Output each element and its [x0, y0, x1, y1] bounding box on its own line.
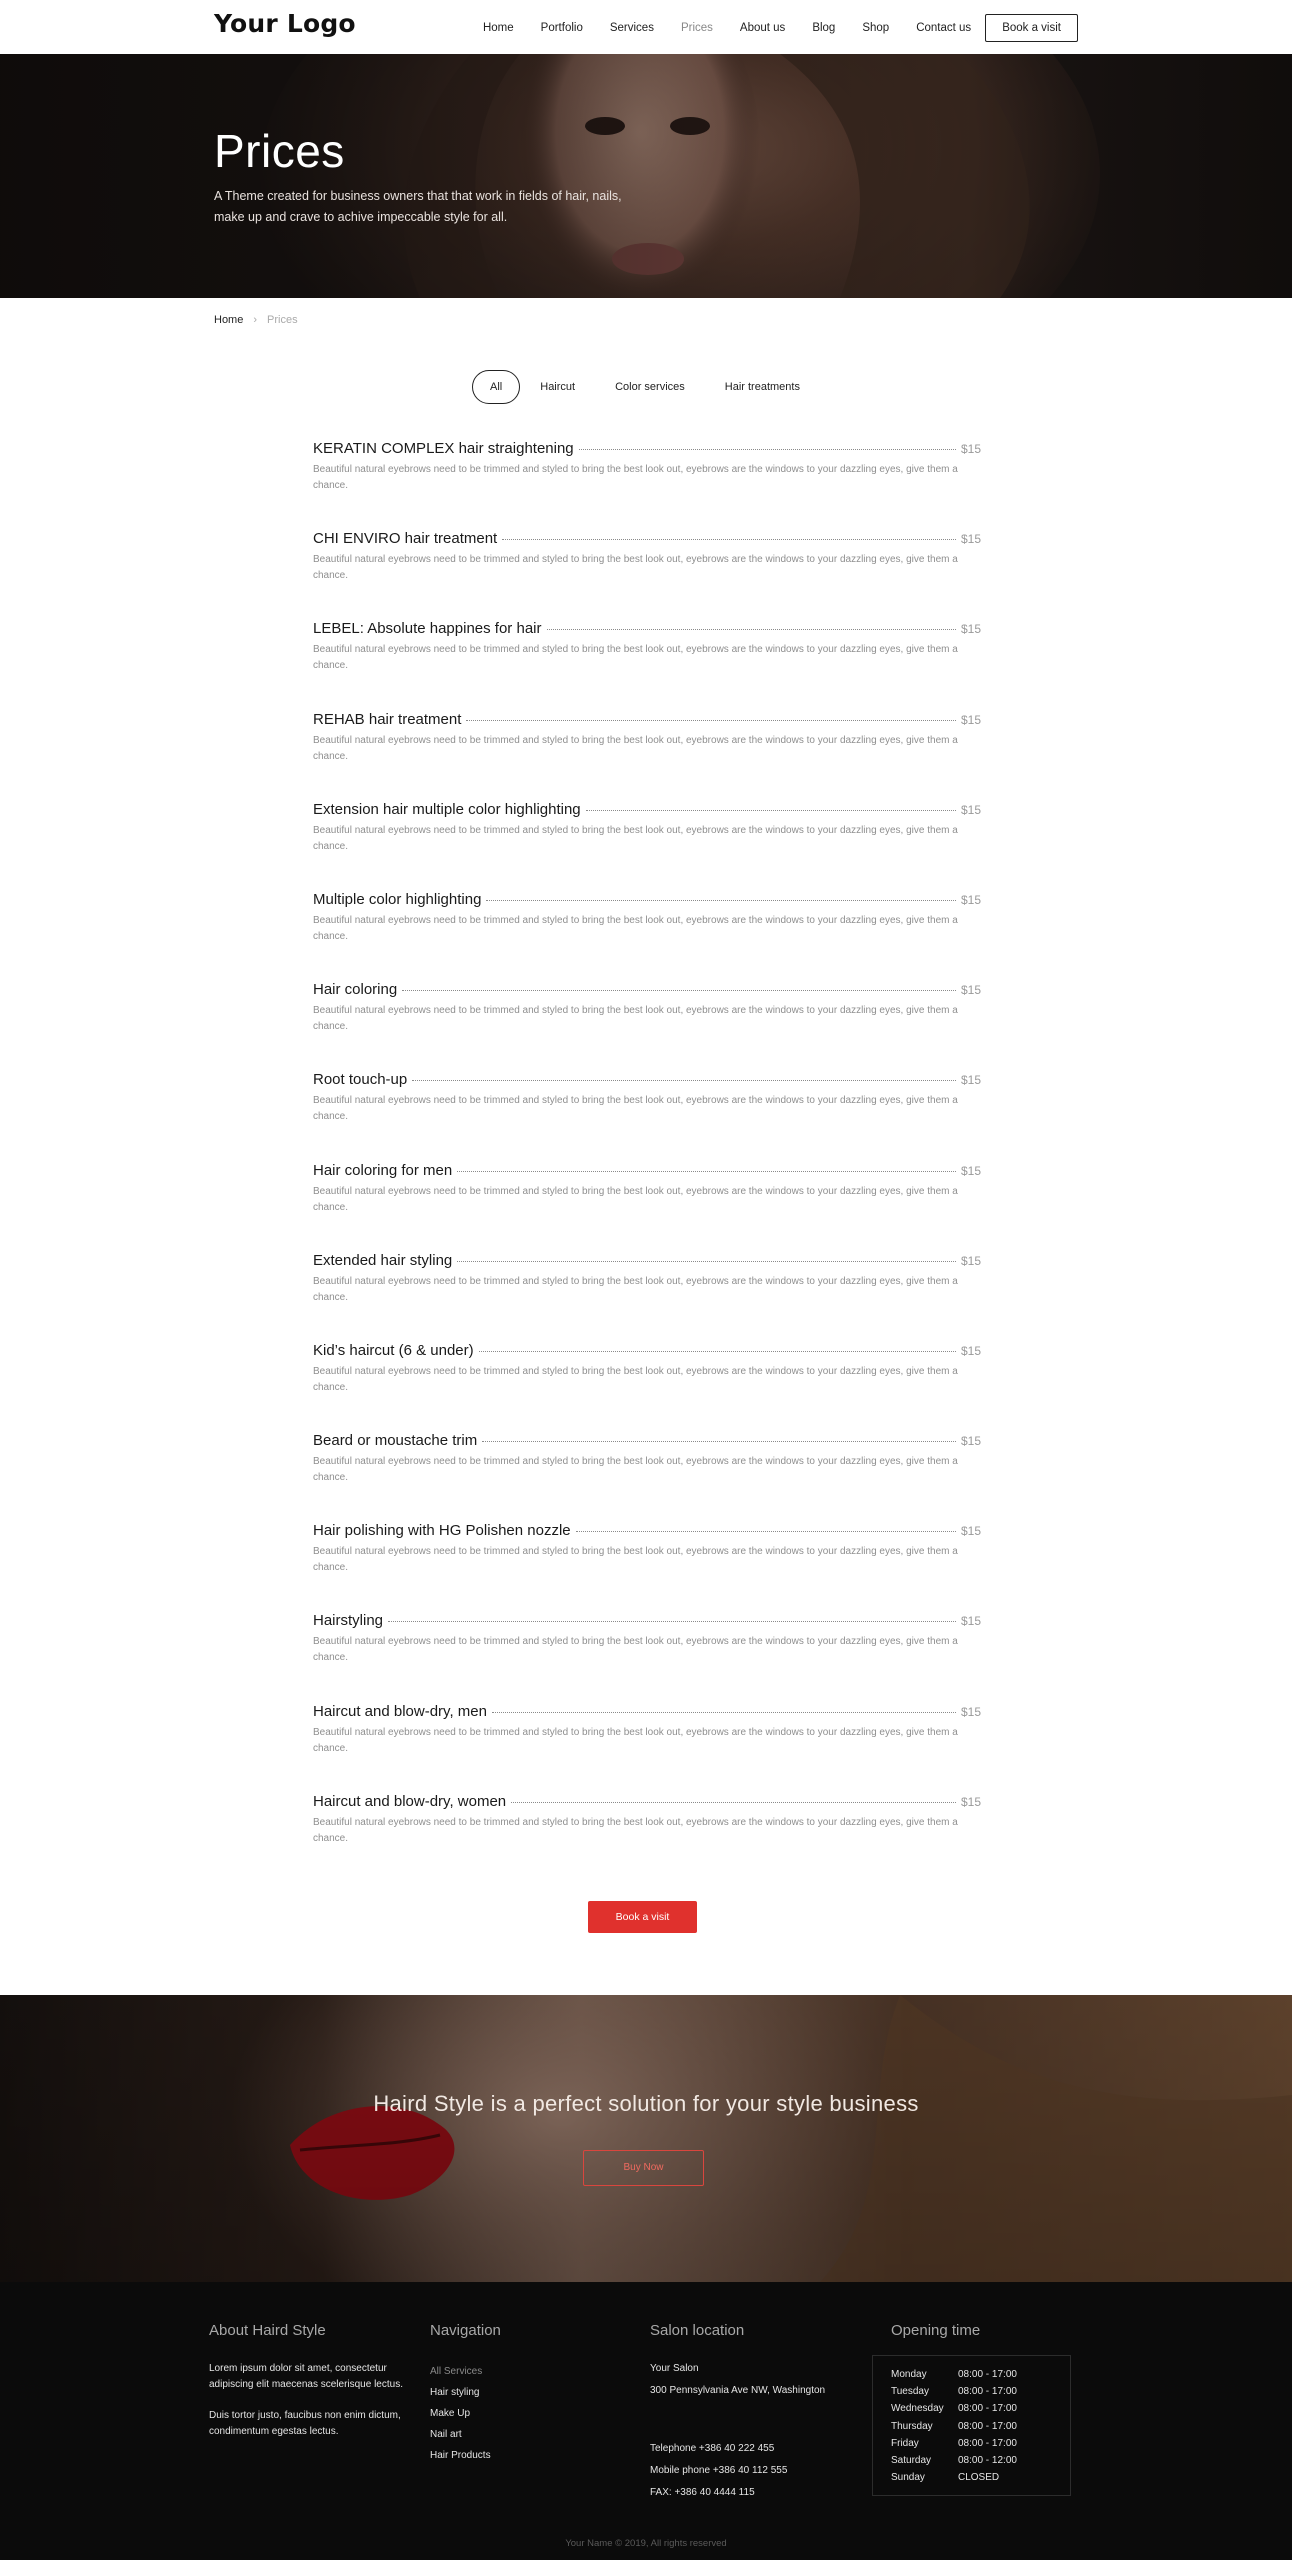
hours-day: Saturday: [891, 2455, 932, 2467]
footer-link-hair-styling[interactable]: Hair styling: [430, 2387, 480, 2398]
footer-link-hair-products[interactable]: Hair Products: [430, 2450, 491, 2461]
price-item: [313, 530, 981, 620]
price-item: [313, 1793, 981, 1883]
footer-about-title: About Haird Style: [209, 2322, 326, 2339]
price-item: [313, 620, 981, 710]
hours-time: 08:00 - 17:00: [958, 2437, 1017, 2449]
book-visit-header-button[interactable]: Book a visit: [985, 14, 1078, 42]
price-item-header: [313, 1703, 981, 1720]
price-item-name: Multiple color highlighting: [313, 890, 482, 908]
hours-time: 08:00 - 17:00: [958, 2420, 1017, 2432]
price-item-header: [313, 620, 981, 637]
salon-telephone: Telephone +386 40 222 455: [650, 2443, 775, 2454]
price-item-price: $15: [960, 442, 981, 456]
price-item-description: Beautiful natural eyebrows need to be trimmed and styled to bring the best look out, eyebrows are the windows to your dazzling eyes, give them a chance.: [313, 1005, 958, 1033]
copyright: Your Name © 2019, All rights reserved: [565, 2538, 727, 2549]
price-item-price: $15: [960, 983, 981, 998]
footer-hours-title: Opening time: [891, 2322, 981, 2339]
dotted-leader: [412, 1080, 956, 1081]
price-item-header: [313, 1071, 981, 1088]
price-item: [313, 891, 981, 981]
hours-day: Tuesday: [891, 2386, 929, 2398]
buy-now-button[interactable]: Buy Now: [583, 2150, 704, 2186]
price-filter-tabs: [0, 370, 1292, 404]
price-item: [313, 1612, 981, 1702]
salon-name: Your Salon: [650, 2363, 699, 2374]
site-logo[interactable]: Your Logo: [214, 9, 356, 38]
price-item-price: $15: [960, 1073, 981, 1088]
hours-day: Wednesday: [891, 2403, 944, 2415]
breadcrumb: [214, 314, 298, 326]
price-item-price: $15: [960, 622, 981, 637]
tab-hair-treatments[interactable]: Hair treatments: [724, 381, 800, 393]
price-item: [313, 711, 981, 801]
hours-day: Monday: [891, 2369, 927, 2380]
dotted-leader: [486, 900, 956, 901]
dotted-leader: [586, 810, 956, 811]
price-item-description: Beautiful natural eyebrows need to be trimmed and styled to bring the best look out, eyebrows are the windows to your dazzling eyes, give them a chance.: [313, 1095, 958, 1123]
price-item-description: Beautiful natural eyebrows need to be trimmed and styled to bring the best look out, eyebrows are the windows to your dazzling eyes, give them a chance.: [313, 824, 958, 852]
breadcrumb-current: Prices: [267, 314, 298, 326]
price-item-name: Extension hair multiple color highlighting: [313, 800, 581, 818]
dotted-leader: [402, 990, 956, 991]
hero-banner: [0, 54, 1292, 298]
price-item-description: Beautiful natural eyebrows need to be trimmed and styled to bring the best look out, eyebrows are the windows to your dazzling eyes, give them a chance.: [313, 1456, 958, 1484]
hours-time: 08:00 - 17:00: [958, 2369, 1017, 2380]
price-item-name: LEBEL: Absolute happines for hair: [313, 620, 542, 638]
footer-about-text-1: Lorem ipsum dolor sit amet, consectetur adipiscing elit maecenas scelerisque lectus.: [209, 2363, 403, 2390]
hours-day: Thursday: [891, 2420, 933, 2432]
price-item-description: Beautiful natural eyebrows need to be trimmed and styled to bring the best look out, eyebrows are the windows to your dazzling eyes, give them a chance.: [313, 914, 958, 942]
price-item-name: CHI ENVIRO hair treatment: [313, 530, 498, 548]
hours-row: [891, 2435, 1070, 2452]
price-item: [313, 1162, 981, 1252]
price-item-description: Beautiful natural eyebrows need to be trimmed and styled to bring the best look out, eyebrows are the windows to your dazzling eyes, give them a chance.: [313, 644, 958, 672]
hours-time: 08:00 - 12:00: [958, 2455, 1017, 2467]
dotted-leader: [457, 1261, 956, 1262]
price-item: [313, 981, 981, 1071]
price-item-header: [313, 440, 981, 457]
dotted-leader: [457, 1171, 956, 1172]
tab-haircut[interactable]: Haircut: [540, 381, 576, 393]
price-item-name: Hairstyling: [313, 1612, 384, 1630]
price-item: [313, 440, 981, 530]
footer-location: [650, 2322, 860, 2501]
footer-location-title: Salon location: [650, 2322, 745, 2339]
price-item: [313, 1522, 981, 1612]
hours-row: [891, 2469, 1070, 2486]
price-item-description: Beautiful natural eyebrows need to be trimmed and styled to bring the best look out, eyebrows are the windows to your dazzling eyes, give them a chance.: [313, 734, 958, 762]
price-item-price: $15: [960, 892, 981, 907]
price-item-price: $15: [960, 1163, 981, 1178]
dotted-leader: [502, 539, 956, 540]
hours-day: Sunday: [891, 2472, 925, 2484]
price-item-name: Beard or moustache trim: [313, 1432, 478, 1450]
price-item-name: KERATIN COMPLEX hair straightening: [313, 440, 574, 457]
hours-row: [891, 2400, 1070, 2417]
tab-all[interactable]: All: [472, 370, 520, 404]
hero-subtitle: A Theme created for business owners that that work in fields of hair, nails, make up and crave to achive impeccable style for all.: [214, 189, 622, 224]
price-item-price: $15: [960, 712, 981, 727]
price-item-name: Hair coloring for men: [313, 1161, 453, 1179]
dotted-leader: [579, 449, 956, 450]
footer-navigation-title: Navigation: [430, 2322, 501, 2339]
price-item: [313, 1071, 981, 1161]
price-item-price: $15: [960, 1794, 981, 1809]
price-item: [313, 1342, 981, 1432]
nav-portfolio[interactable]: Portfolio: [540, 22, 583, 34]
price-item-header: [313, 801, 981, 818]
main-nav: [456, 14, 1078, 42]
hours-time: 08:00 - 17:00: [958, 2403, 1017, 2415]
hours-row: [891, 2452, 1070, 2469]
dotted-leader: [482, 1441, 956, 1442]
promo-heading: Haird Style is a perfect solution for your style business: [373, 2091, 919, 2116]
dotted-leader: [479, 1351, 956, 1352]
price-item-name: Root touch-up: [313, 1071, 408, 1089]
price-item-price: $15: [960, 1343, 981, 1358]
price-item-header: [313, 1793, 981, 1810]
salon-address: 300 Pennsylvania Ave NW, Washington: [650, 2385, 826, 2396]
salon-mobile: Mobile phone +386 40 112 555: [650, 2465, 788, 2476]
price-item: [313, 801, 981, 891]
price-item-price: $15: [960, 532, 981, 547]
price-item-header: [313, 981, 981, 998]
nav-shop[interactable]: Shop: [862, 22, 890, 34]
dotted-leader: [547, 629, 956, 630]
price-item-name: Hair polishing with HG Polishen nozzle: [313, 1522, 571, 1540]
nav-services[interactable]: Services: [609, 22, 654, 34]
price-item-header: [313, 891, 981, 908]
price-item-description: Beautiful natural eyebrows need to be trimmed and styled to bring the best look out, eyebrows are the windows to your dazzling eyes, give them a chance.: [313, 1185, 958, 1213]
footer-link-make-up[interactable]: Make Up: [430, 2408, 471, 2419]
price-item: [313, 1432, 981, 1522]
nav-blog[interactable]: Blog: [812, 22, 836, 34]
price-item-header: [313, 530, 981, 547]
footer-navigation: [430, 2322, 610, 2466]
price-item: [313, 1703, 981, 1793]
site-footer: [0, 2282, 1292, 2560]
price-item-description: Beautiful natural eyebrows need to be trimmed and styled to bring the best look out, eyebrows are the windows to your dazzling eyes, give them a chance.: [313, 464, 958, 491]
nav-contact-us[interactable]: Contact us: [916, 22, 972, 34]
price-item-description: Beautiful natural eyebrows need to be trimmed and styled to bring the best look out, eyebrows are the windows to your dazzling eyes, give them a chance.: [313, 1275, 958, 1303]
price-item-price: $15: [960, 1614, 981, 1629]
nav-about-us[interactable]: About us: [739, 22, 786, 34]
price-item-price: $15: [960, 1434, 981, 1449]
price-item-description: Beautiful natural eyebrows need to be trimmed and styled to bring the best look out, eyebrows are the windows to your dazzling eyes, give them a chance.: [313, 554, 958, 582]
price-item-price: $15: [960, 802, 981, 817]
hours-row: [891, 2383, 1070, 2400]
footer-about-text-2: Duis tortor justo, faucibus non enim dictum, condimentum egestas lectus.: [209, 2410, 401, 2437]
breadcrumb-home-link[interactable]: Home: [214, 314, 244, 326]
price-item-description: Beautiful natural eyebrows need to be trimmed and styled to bring the best look out, eyebrows are the windows to your dazzling eyes, give them a chance.: [313, 1546, 958, 1574]
price-item-price: $15: [960, 1524, 981, 1539]
price-item-name: Extended hair styling: [313, 1251, 453, 1269]
dotted-leader: [576, 1531, 956, 1532]
salon-fax: FAX: +386 40 4444 115: [650, 2487, 755, 2498]
price-item-description: Beautiful natural eyebrows need to be trimmed and styled to bring the best look out, eyebrows are the windows to your dazzling eyes, give them a chance.: [313, 1365, 958, 1393]
price-item-header: [313, 1162, 981, 1179]
price-item-header: [313, 1522, 981, 1539]
footer-link-nail-art[interactable]: Nail art: [430, 2429, 462, 2440]
price-item-price: $15: [960, 1704, 981, 1719]
price-item-name: Kid’s haircut (6 & under): [313, 1341, 474, 1359]
page-title: Prices: [214, 125, 345, 177]
price-item-name: Haircut and blow-dry, men: [313, 1702, 487, 1720]
dotted-leader: [492, 1712, 956, 1713]
price-item: [313, 1252, 981, 1342]
book-visit-button[interactable]: Book a visit: [588, 1901, 697, 1933]
footer-link-all-services[interactable]: All Services: [430, 2366, 483, 2377]
hours-time: CLOSED: [958, 2472, 1000, 2484]
price-item-description: Beautiful natural eyebrows need to be trimmed and styled to bring the best look out, eyebrows are the windows to your dazzling eyes, give them a chance.: [313, 1726, 958, 1754]
price-item-header: [313, 1432, 981, 1449]
price-item-description: Beautiful natural eyebrows need to be trimmed and styled to bring the best look out, eyebrows are the windows to your dazzling eyes, give them a chance.: [313, 1636, 958, 1664]
tab-color-services[interactable]: Color services: [615, 381, 685, 393]
price-item-header: [313, 711, 981, 728]
footer-about: [209, 2322, 409, 2440]
hours-day: Friday: [891, 2437, 919, 2449]
opening-hours-table: [872, 2355, 1071, 2496]
hours-row: [891, 2418, 1070, 2435]
price-item-name: Hair coloring: [313, 981, 398, 999]
dotted-leader: [466, 720, 956, 721]
dotted-leader: [511, 1802, 956, 1803]
nav-prices[interactable]: Prices: [680, 22, 713, 34]
hero-portrait-image: [0, 54, 1292, 298]
price-item-price: $15: [960, 1253, 981, 1268]
price-item-description: Beautiful natural eyebrows need to be trimmed and styled to bring the best look out, eyebrows are the windows to your dazzling eyes, give them a chance.: [313, 1816, 958, 1844]
price-item-name: REHAB hair treatment: [313, 710, 462, 728]
price-list: [313, 440, 981, 1883]
nav-home[interactable]: Home: [482, 22, 514, 34]
price-item-header: [313, 1612, 981, 1629]
hours-row: [891, 2366, 1070, 2383]
site-header: [0, 0, 1292, 54]
dotted-leader: [388, 1621, 956, 1622]
chevron-right-icon: ›: [253, 314, 258, 326]
promo-banner: [0, 1995, 1292, 2282]
hours-time: 08:00 - 17:00: [958, 2386, 1017, 2398]
price-item-name: Haircut and blow-dry, women: [313, 1792, 507, 1810]
promo-lips-image: [0, 1995, 1292, 2282]
price-item-header: [313, 1342, 981, 1359]
price-item-header: [313, 1252, 981, 1269]
